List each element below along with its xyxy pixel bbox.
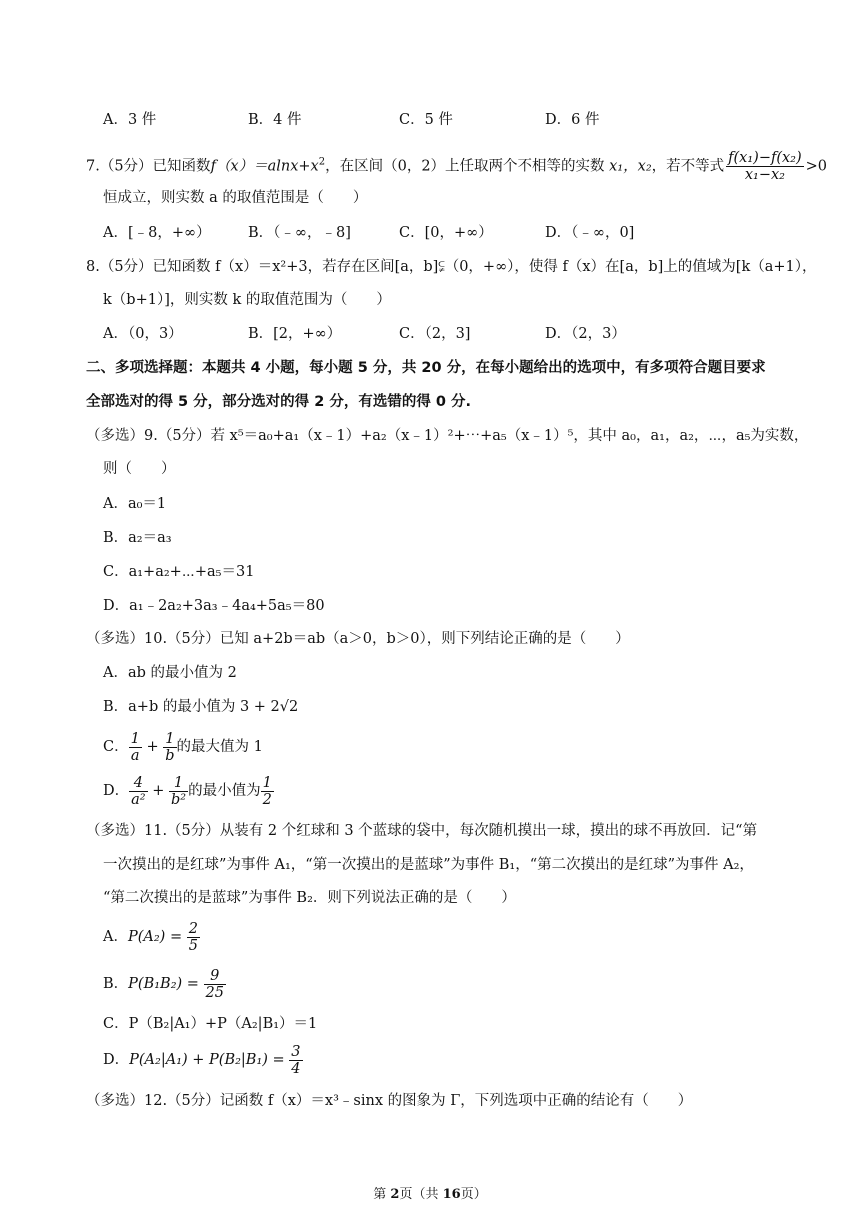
- q6-option-b: B．4 件: [248, 112, 302, 128]
- q7-option-b: B．（﹣∞，﹣8]: [248, 225, 351, 241]
- total-pages: 16: [442, 1187, 461, 1202]
- q9-option-a: A．a₀＝1: [103, 496, 167, 512]
- q11-stem-line3: “第二次摸出的是蓝球”为事件 B₂．则下列说法正确的是（ ）: [103, 890, 516, 906]
- q6-option-a: A．3 件: [103, 112, 157, 128]
- q9-option-c: C．a₁+a₂+⋯+a₅＝31: [103, 564, 255, 580]
- q7-stem-line2: 恒成立，则实数 a 的取值范围是（ ）: [103, 190, 368, 206]
- q8-option-a: A．（0，3）: [103, 326, 183, 342]
- page-footer: 第 2页（共 16页）: [373, 1187, 487, 1202]
- q11-stem-line2: 一次摸出的是红球”为事件 A₁，“第一次摸出的是蓝球”为事件 B₁，“第二次摸出的是红球”为事件 A₂，: [103, 857, 754, 873]
- q10-stem: （多选）10.（5分）已知 a+2b＝ab（a＞0，b＞0），则下列结论正确的是（ ）: [86, 631, 630, 647]
- q10-option-b: B．a+b 的最小值为 3 + 2√2: [103, 699, 299, 715]
- q7-option-a: A．[﹣8，+∞）: [103, 225, 211, 241]
- q6-option-c: C．5 件: [399, 112, 453, 128]
- q8-option-d: D．（2，3）: [545, 326, 626, 342]
- section-heading-line2: 全部选对的得 5 分，部分选对的得 2 分，有选错的得 0 分.: [86, 394, 472, 410]
- q11-option-c: C．P（B₂|A₁）+P（A₂|B₁）＝1: [103, 1016, 318, 1032]
- q8-option-b: B．[2，+∞）: [248, 326, 342, 342]
- q8-stem-line2: k（b+1）]，则实数 k 的取值范围为（ ）: [103, 292, 391, 308]
- q9-stem: （多选）9.（5分）若 x⁵＝a₀+a₁（x﹣1）+a₂（x﹣1）²+⋯+a₅（x﹣1）⁵，其中 a₀，a₁，a₂，⋯，a₅为实数，: [86, 428, 809, 444]
- q11-option-a: A．P(A₂) = $\frac{2}{5}$: [103, 920, 198, 954]
- q9-option-b: B．a₂＝a₃: [103, 530, 172, 546]
- q12-stem: （多选）12.（5分）记函数 f（x）＝x³﹣sinx 的图象为 Γ，下列选项中正确的结论有（ ）: [86, 1093, 693, 1109]
- section-heading: 二、多项选择题：本题共 4 小题，每小题 5 分，共 20 分，在每小题给出的选项中，有多项符合题目要求: [86, 360, 766, 376]
- q11-option-b: B．P(B₁B₂) = $\frac{9}{25}$: [103, 967, 224, 1001]
- q7-fraction: $\frac{\text{f(x₁)−f(x₂)}}{\text{x₁−x₂}}$: [728, 150, 802, 183]
- q7-stem: 7.（5分）已知函数$f(x)=alnx+x^2$，在区间（0，2）上任取两个不相等的实数 x₁，x₂，若不等式 $\frac{\text{f(x₁)−f(x₂)}}{\text{x₁−x₂}}$ >0: [86, 150, 828, 183]
- q11-option-d: D．P(A₂|A₁) + P(B₂|B₁) = $\frac{3}{4}$: [103, 1043, 301, 1077]
- q7-option-d: D．（﹣∞，0]: [545, 225, 635, 241]
- q9-option-d: D．a₁﹣2a₂+3a₃﹣4a₄+5a₅＝80: [103, 598, 325, 614]
- q10-option-c: C． $\frac{1}{a}$ + $\frac{1}{b}$ 的最大值为 1: [103, 730, 263, 764]
- q8-option-c: C．（2，3]: [399, 326, 471, 342]
- q10-option-a: A．ab 的最小值为 2: [103, 665, 237, 681]
- q6-option-d: D．6 件: [545, 112, 600, 128]
- q9-stem-line2: 则（ ）: [103, 461, 176, 477]
- q8-stem: 8.（5分）已知函数 f（x）＝x²+3，若存在区间[a，b]⫋（0，+∞），使得 f（x）在[a，b]上的值域为[k（a+1），: [86, 259, 817, 275]
- current-page: 2: [390, 1187, 400, 1202]
- q10-option-d: D． $\frac{4}{\text{a²}}$ + $\frac{1}{\text{b²}}$ 的最小值为 $\frac{1}{2}$: [103, 774, 272, 808]
- q11-stem: （多选）11.（5分）从装有 2 个红球和 3 个蓝球的袋中，每次随机摸出一球，摸出的球不再放回．记“第: [86, 823, 758, 839]
- sqrt-expression: 3 + 2√2: [239, 699, 299, 715]
- q7-option-c: C．[0，+∞）: [399, 225, 493, 241]
